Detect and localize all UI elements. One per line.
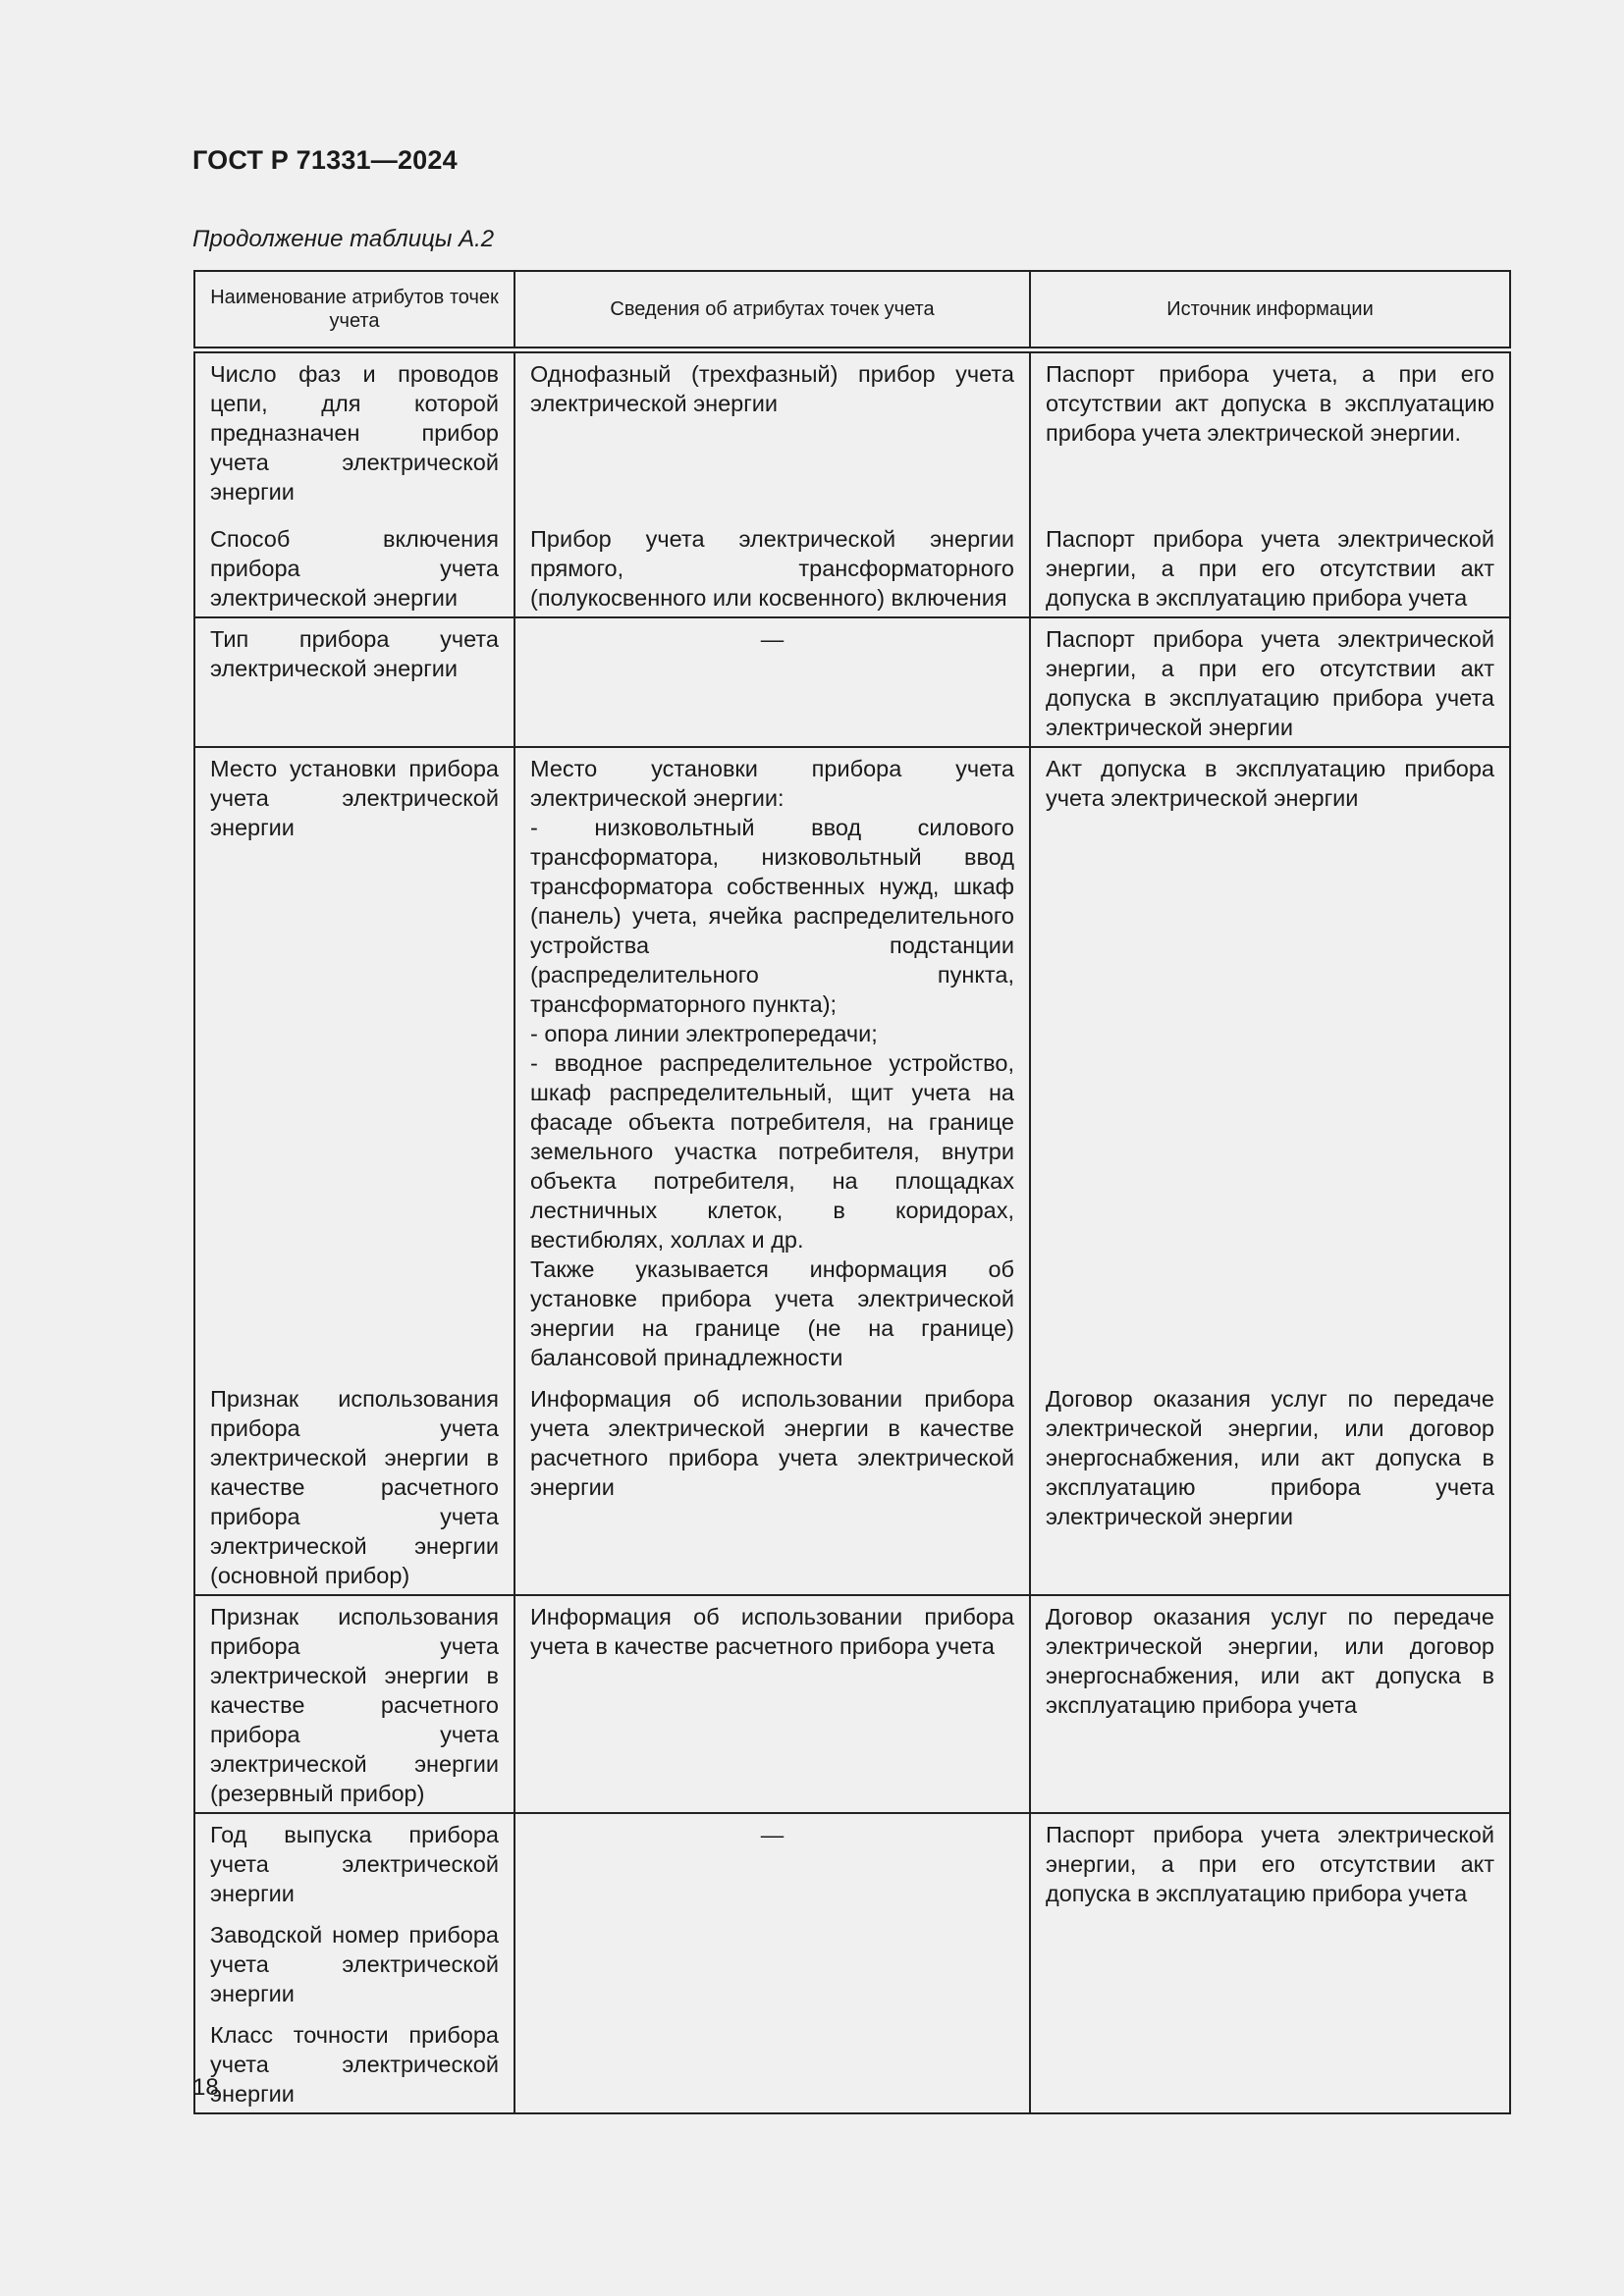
cell-attribute-name: Признак использования прибора учета электрической энергии в качестве расчетного прибора учета электрической энергии (резервный прибор) <box>194 1595 514 1813</box>
page-number: 18 <box>192 2074 219 2101</box>
details-line: - низковольтный ввод силового трансформатора, низковольтный ввод трансформатора собственных нужд, шкаф (панель) учета, ячейка распределительного устройства подстанции (распределительного пункта, трансформаторного пункта); <box>530 815 1014 1017</box>
table-row <box>194 617 1510 747</box>
column-header-details: Сведения об атрибутах точек учета <box>514 271 1030 350</box>
cell-attribute-name: Признак использования прибора учета электрической энергии в качестве расчетного прибора учета электрической энергии (основной прибор) <box>194 1376 514 1595</box>
cell-attribute-details: Прибор учета электрической энергии прямого, трансформаторного (полукосвенного или косвенного) включения <box>514 510 1030 617</box>
cell-attribute-details: — <box>514 617 1030 747</box>
cell-attribute-name: Способ включения прибора учета электрической энергии <box>194 510 514 617</box>
attribute-name-line: Класс точности прибора учета электрической энергии <box>210 2022 499 2107</box>
table-continuation-caption: Продолжение таблицы А.2 <box>192 226 495 252</box>
cell-info-source: Паспорт прибора учета, а при его отсутствии акт допуска в эксплуатацию прибора учета электрической энергии. <box>1030 350 1510 511</box>
details-line: Также указывается информация об установке прибора учета электрической энергии на границе (не на границе) балансовой принадлежности <box>530 1256 1014 1370</box>
cell-info-source: Паспорт прибора учета электрической энергии, а при его отсутствии акт допуска в эксплуатацию прибора учета <box>1030 510 1510 617</box>
cell-attribute-name: Число фаз и проводов цепи, для которой предназначен прибор учета электрической энергии <box>194 350 514 511</box>
table-row <box>194 510 1510 617</box>
cell-info-source: Договор оказания услуг по передаче электрической энергии, или договор энергоснабжения, или акт допуска в эксплуатацию прибора учета электрической энергии <box>1030 1376 1510 1595</box>
table-row <box>194 350 1510 511</box>
column-header-source: Источник информации <box>1030 271 1510 350</box>
cell-attribute-details: Информация об использовании прибора учета в качестве расчетного прибора учета <box>514 1595 1030 1813</box>
details-line: - вводное распределительное устройство, шкаф распределительный, щит учета на фасаде объекта потребителя, на границе земельного участка потребителя, внутри объекта потребителя, на площадках лестничных клеток, в коридорах, вестибюлях, холлах и др. <box>530 1050 1014 1253</box>
details-line: Место установки прибора учета электрической энергии: <box>530 756 1014 811</box>
attribute-name-line: Год выпуска прибора учета электрической энергии <box>210 1822 499 1906</box>
document-code: ГОСТ Р 71331—2024 <box>192 145 458 175</box>
table-header-row <box>194 271 1510 350</box>
cell-attribute-details <box>514 747 1030 1376</box>
cell-info-source: Договор оказания услуг по передаче электрической энергии, или договор энергоснабжения, или акт допуска в эксплуатацию прибора учета <box>1030 1595 1510 1813</box>
attributes-table <box>193 270 1511 2114</box>
cell-attribute-name <box>194 1813 514 2113</box>
table-row <box>194 1376 1510 1595</box>
cell-attribute-details: Однофазный (трехфазный) прибор учета электрической энергии <box>514 350 1030 511</box>
cell-info-source: Паспорт прибора учета электрической энергии, а при его отсутствии акт допуска в эксплуатацию прибора учета электрической энергии <box>1030 617 1510 747</box>
cell-attribute-name: Место установки прибора учета электрической энергии <box>194 747 514 1376</box>
column-header-name: Наименование атрибутов точек учета <box>194 271 514 350</box>
table-row <box>194 1813 1510 2113</box>
cell-info-source: Акт допуска в эксплуатацию прибора учета электрической энергии <box>1030 747 1510 1376</box>
table-row <box>194 1595 1510 1813</box>
cell-attribute-name: Тип прибора учета электрической энергии <box>194 617 514 747</box>
cell-attribute-details: — <box>514 1813 1030 2113</box>
table-row <box>194 747 1510 1376</box>
details-line: - опора линии электропередачи; <box>530 1021 878 1046</box>
attribute-name-line: Заводской номер прибора учета электрической энергии <box>210 1922 499 2006</box>
cell-attribute-details: Информация об использовании прибора учета электрической энергии в качестве расчетного прибора учета электрической энергии <box>514 1376 1030 1595</box>
cell-info-source: Паспорт прибора учета электрической энергии, а при его отсутствии акт допуска в эксплуатацию прибора учета <box>1030 1813 1510 2113</box>
